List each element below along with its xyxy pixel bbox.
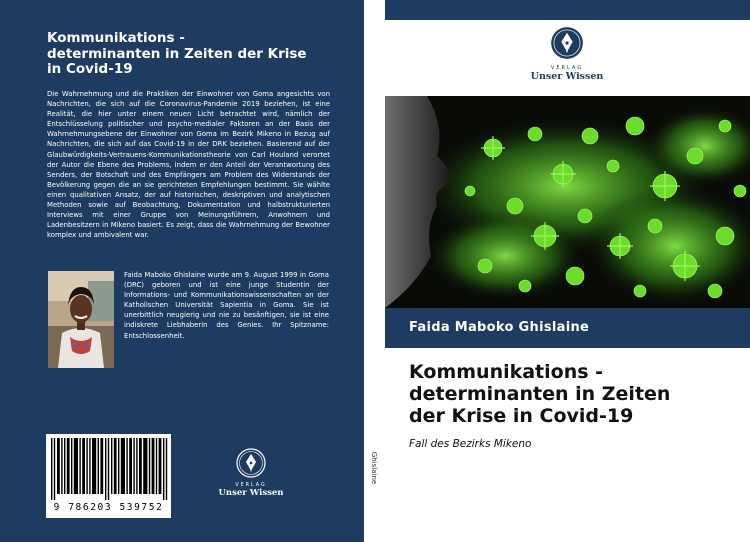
front-publisher-logo [524, 26, 610, 82]
back-title-line: Kommunikations - [47, 30, 185, 46]
back-title-line: determinanten in Zeiten der Krise [47, 45, 307, 62]
author-bio: Faida Maboko Ghislaine wurde am 9. August 1999 in Goma (DRC) geboren und ist eine junge Studentin der Informations- und Kommunikationswissenschaften an der Katholischen Universität Sapientia in Goma. Sie ist unerbittlich neugierig und nie zu besänftigen, sie ist eine indiskrete Liebhaberin des Genies. Ihr Spitzname: Entschlossenheit. [124, 271, 329, 340]
back-title-line: in Covid-19 [47, 61, 133, 77]
isbn-barcode [46, 434, 171, 518]
pen-nib-seal-icon [236, 448, 266, 478]
front-cover [385, 0, 750, 542]
barcode-bars [49, 438, 168, 500]
front-cover-title [409, 361, 744, 427]
front-title-line: der Krise in Covid-19 [409, 405, 634, 427]
pen-nib-seal-icon [550, 26, 584, 60]
back-cover [0, 0, 364, 542]
author-band [385, 308, 750, 348]
back-cover-title [47, 31, 347, 78]
front-title-line: determinanten in Zeiten [409, 383, 671, 405]
cover-illustration [385, 96, 750, 308]
spine-author: Ghislaine [370, 451, 378, 485]
author-photo [48, 271, 114, 368]
publisher-verlag-label: VERLAG [550, 65, 584, 71]
top-color-strip [385, 0, 750, 20]
isbn-number: 9 786203 539752 [53, 502, 164, 513]
publisher-verlag-label: VERLAG [235, 483, 267, 488]
front-title-line: Kommunikations - [409, 361, 604, 383]
book-blurb: Die Wahrnehmung und die Praktiken der Einwohner von Goma angesichts von Nachrichten, die sich auf die Coronavirus-Pandemie 2019 beziehen, ist eine Realität, die hier unter einem neuen Licht betrachtet wird, nämlich der Entschlüsselung politischer und psycho-medialer Faktoren an der Basis der Wahrnehmungsebene der Einwohner von Goma im Bezirk Mikeno in Bezug auf Nachrichten, die sich auf das Covid-19 in der DRK beziehen. Basierend auf der Glaubwürdigkeits-Vertrauens-Kommunikationstheorie von Carl Houland verortet der Autor die Ebene des Problems, indem er den Anteil der Verantwortung des Senders, der Botschaft und des Empfängers am Problem des Widerstands der Bevölkerung gegen die an sie gerichteten Empfehlungen bestimmt. Sie wählte einen qualitativen Ansatz, der auf historischen, deskriptiven und analytischen Methoden sowie auf Beobachtung, Dokumentation und halbstrukturierten Interviews mit einer Gruppe von Meinungsführern, Anwohnern und Ladenbesitzern in Mikeno basiert. Es zeigt, dass die Wahrnehmung der Bewohner komplex und ambivalent war. [47, 90, 330, 240]
front-subtitle: Fall des Bezirks Mikeno [409, 438, 532, 450]
back-publisher-logo [212, 448, 290, 498]
publisher-name: Unser Wissen [530, 71, 604, 82]
publisher-name: Unser Wissen [218, 488, 284, 498]
front-author-name: Faida Maboko Ghislaine [409, 320, 590, 335]
book-spine [364, 0, 385, 542]
